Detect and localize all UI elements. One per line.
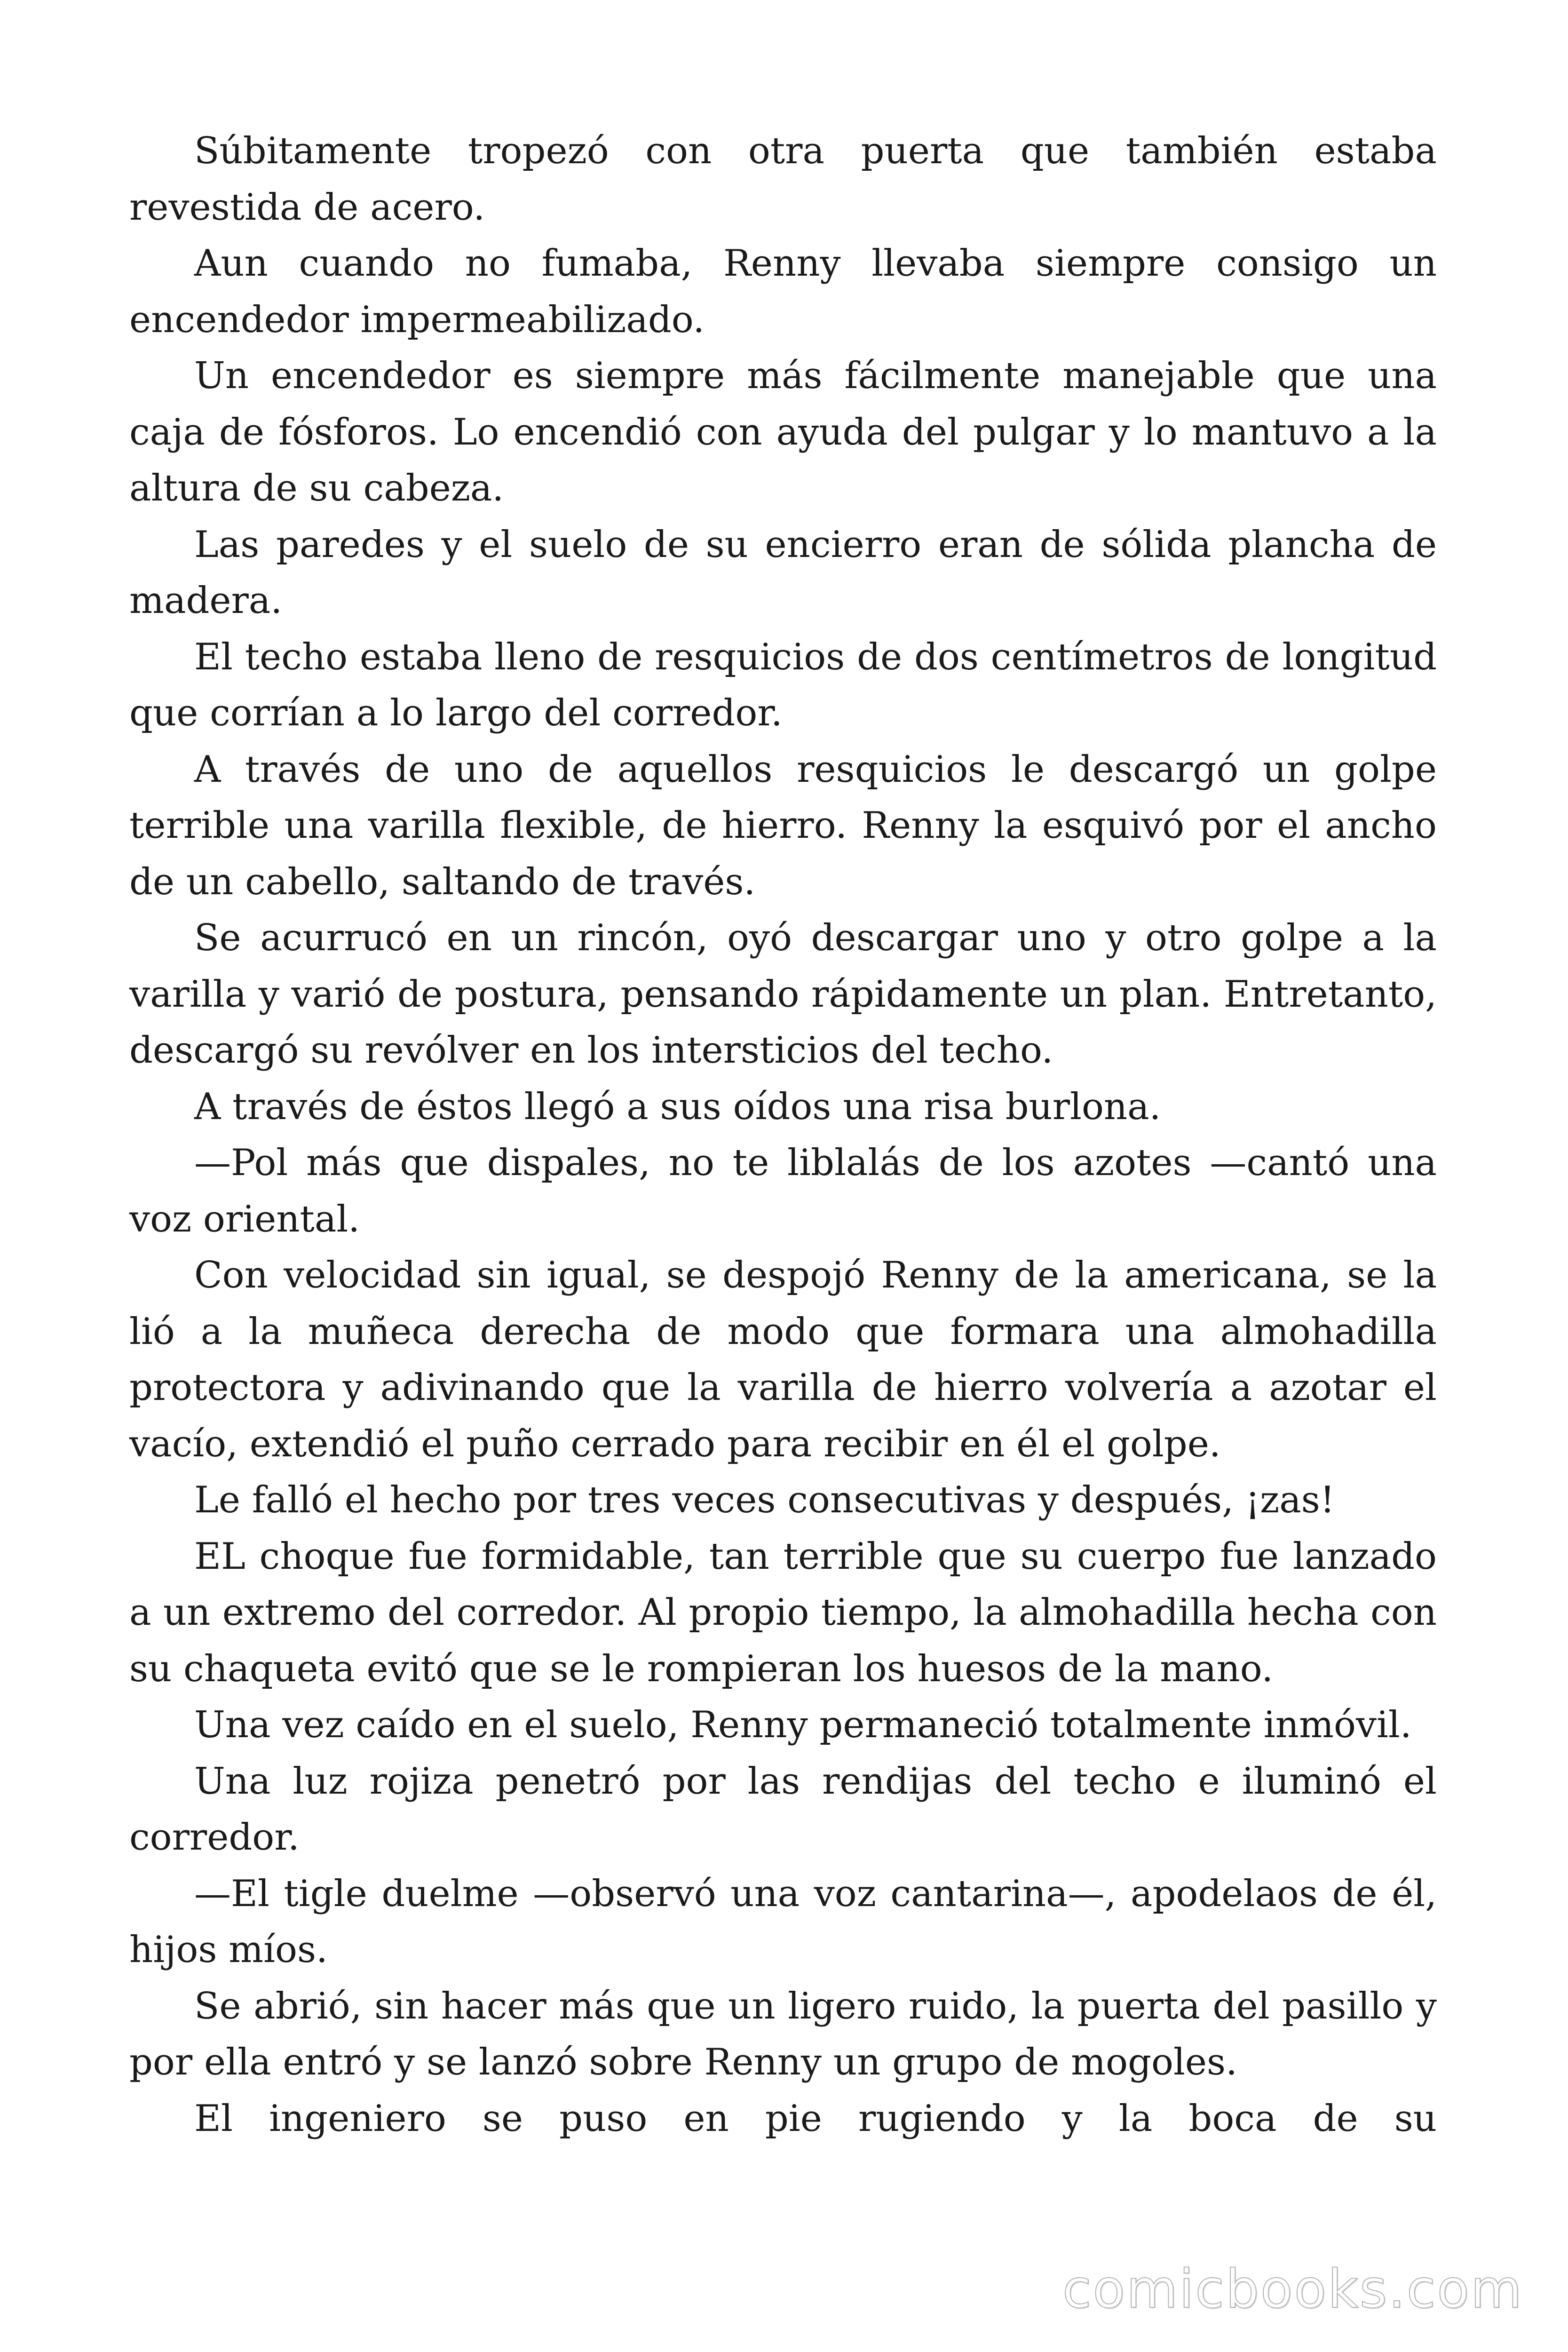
paragraph-13: Una vez caído en el suelo, Renny permaneció totalmente inmóvil. — [194, 1704, 1412, 1746]
watermark-text: comicbooks.com — [1062, 2259, 1523, 2320]
paragraph-7: Se acurrucó en un rincón, oyó descargar uno y otro golpe a la varilla y varió de postura, pensando rápidamente un plan. Entretanto, descargó su revólver en los intersticios del techo. — [129, 917, 1437, 1072]
paragraph-16: Se abrió, sin hacer más que un ligero ruido, la puerta del pasillo y por ella entró y se lanzó sobre Renny un grupo de mogoles. — [129, 1985, 1437, 2083]
paragraph-6: A través de uno de aquellos resquicios le descargó un golpe terrible una varilla flexible, de hierro. Renny la esquivó por el ancho de un cabello, saltando de través. — [129, 748, 1437, 903]
paragraph-2: Aun cuando no fumaba, Renny llevaba siempre consigo un encendedor impermeabilizado. — [129, 242, 1437, 341]
paragraph-8: A través de éstos llegó a sus oídos una risa burlona. — [194, 1085, 1161, 1128]
body-text — [129, 123, 1437, 2147]
paragraph-4: Las paredes y el suelo de su encierro eran de sólida plancha de madera. — [129, 523, 1437, 622]
paragraph-12: EL choque fue formidable, tan terrible que su cuerpo fue lanzado a un extremo del corredor. Al propio tiempo, la almohadilla hecha con su chaqueta evitó que se le rompieran los huesos de la mano. — [129, 1535, 1437, 1690]
paragraph-5: El techo estaba lleno de resquicios de dos centímetros de longitud que corrían a lo largo del corredor. — [129, 636, 1437, 734]
paragraph-11: Le falló el hecho por tres veces consecutivas y después, ¡zas! — [194, 1479, 1335, 1521]
paragraph-17: El ingeniero se puso en pie rugiendo y la boca de su — [194, 2097, 1437, 2140]
paragraph-1: Súbitamente tropezó con otra puerta que también estaba revestida de acero. — [129, 130, 1437, 229]
paragraph-10: Con velocidad sin igual, se despojó Renny de la americana, se la lió a la muñeca derecha de modo que formara una almohadilla protectora y adivinando que la varilla de hierro volvería a azotar el vacío, extendió el puño cerrado para recibir en él el golpe. — [129, 1254, 1437, 1465]
paragraph-9: —Pol más que dispales, no te liblalás de los azotes —cantó una voz oriental. — [129, 1142, 1437, 1240]
paragraph-15: —El tigle duelme —observó una voz cantarina—, apodelaos de él, hijos míos. — [129, 1872, 1437, 1971]
paragraph-3: Un encendedor es siempre más fácilmente manejable que una caja de fósforos. Lo encendió con ayuda del pulgar y lo mantuvo a la altura de su cabeza. — [129, 355, 1437, 509]
paragraph-14: Una luz rojiza penetró por las rendijas del techo e iluminó el corredor. — [129, 1760, 1437, 1859]
